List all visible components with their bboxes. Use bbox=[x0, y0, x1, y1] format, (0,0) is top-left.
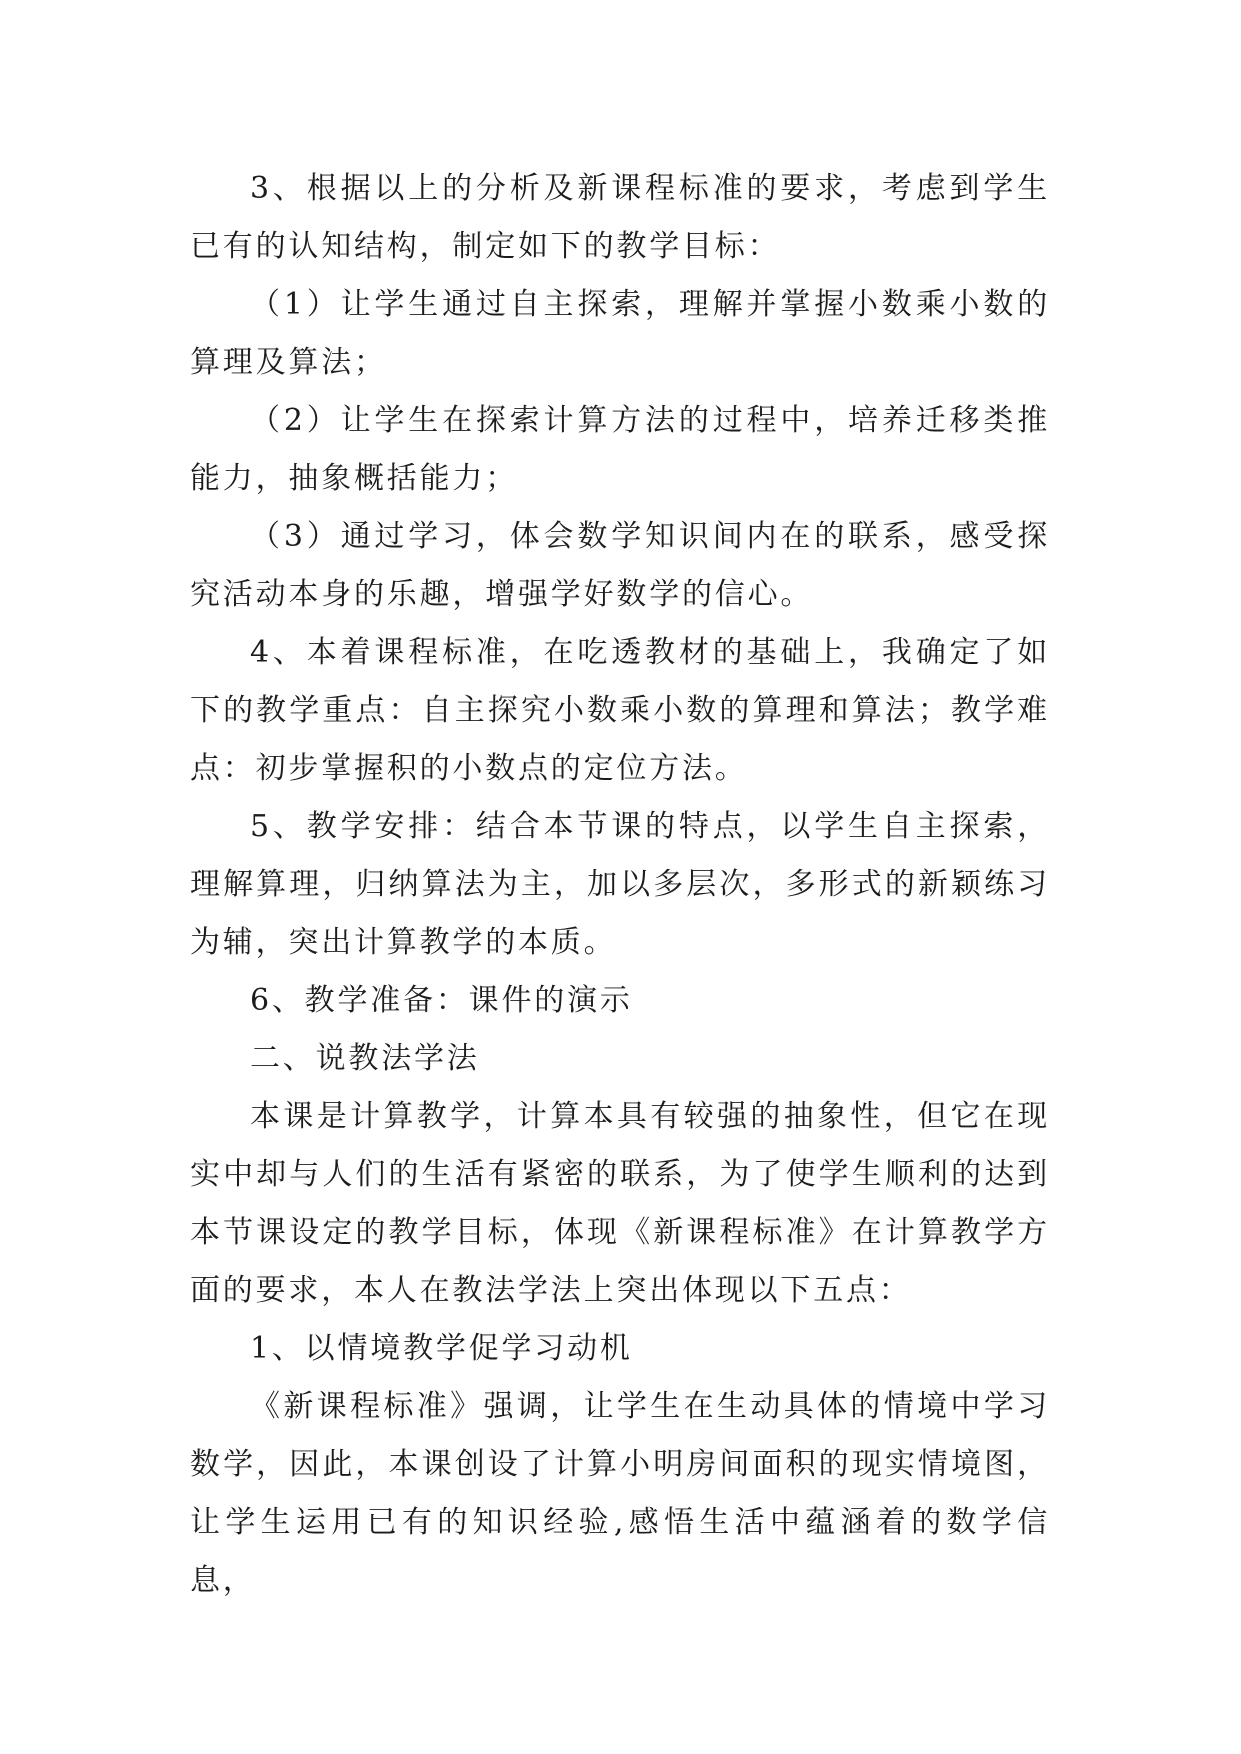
paragraph-teaching-arrangement: 5、教学安排：结合本节课的特点，以学生自主探索，理解算理，归纳算法为主，加以多层次，多形式的新颖练习为辅，突出计算教学的本质。 bbox=[190, 809, 1050, 960]
paragraph-methods-intro: 本课是计算教学，计算本具有较强的抽象性，但它在现实中却与人们的生活有紧密的联系，为了使学生顺利的达到本节课设定的教学目标，体现《新课程标准》在计算教学方面的要求，本人在教法学法上突出体现以下五点： bbox=[190, 1099, 1050, 1308]
paragraph-objective-1: （1）让学生通过自主探索，理解并掌握小数乘小数的算理及算法； bbox=[190, 287, 1050, 380]
paragraph-objective-2: （2）让学生在探索计算方法的过程中，培养迁移类推能力，抽象概括能力； bbox=[190, 403, 1050, 496]
paragraph-situational-teaching: 《新课程标准》强调，让学生在生动具体的情境中学习数学，因此，本课创设了计算小明房间面积的现实情境图，让学生运用已有的知识经验,感悟生活中蕴涵着的数学信息， bbox=[190, 1389, 1050, 1598]
section-heading-methods: 二、说教法学法 bbox=[250, 1041, 480, 1076]
paragraph-objectives-intro: 3、根据以上的分析及新课程标准的要求，考虑到学生已有的认知结构，制定如下的教学目标： bbox=[190, 171, 1050, 264]
paragraph-teaching-preparation: 6、教学准备：课件的演示 bbox=[250, 983, 633, 1018]
paragraph-key-points: 4、本着课程标准，在吃透教材的基础上，我确定了如下的教学重点：自主探究小数乘小数的算理和算法；教学难点：初步掌握积的小数点的定位方法。 bbox=[190, 635, 1050, 786]
subheading-situational-teaching: 1、以情境教学促学习动机 bbox=[250, 1331, 633, 1366]
paragraph-objective-3: （3）通过学习，体会数学知识间内在的联系，感受探究活动本身的乐趣，增强学好数学的信心。 bbox=[190, 519, 1050, 612]
document-body bbox=[190, 160, 1050, 1610]
